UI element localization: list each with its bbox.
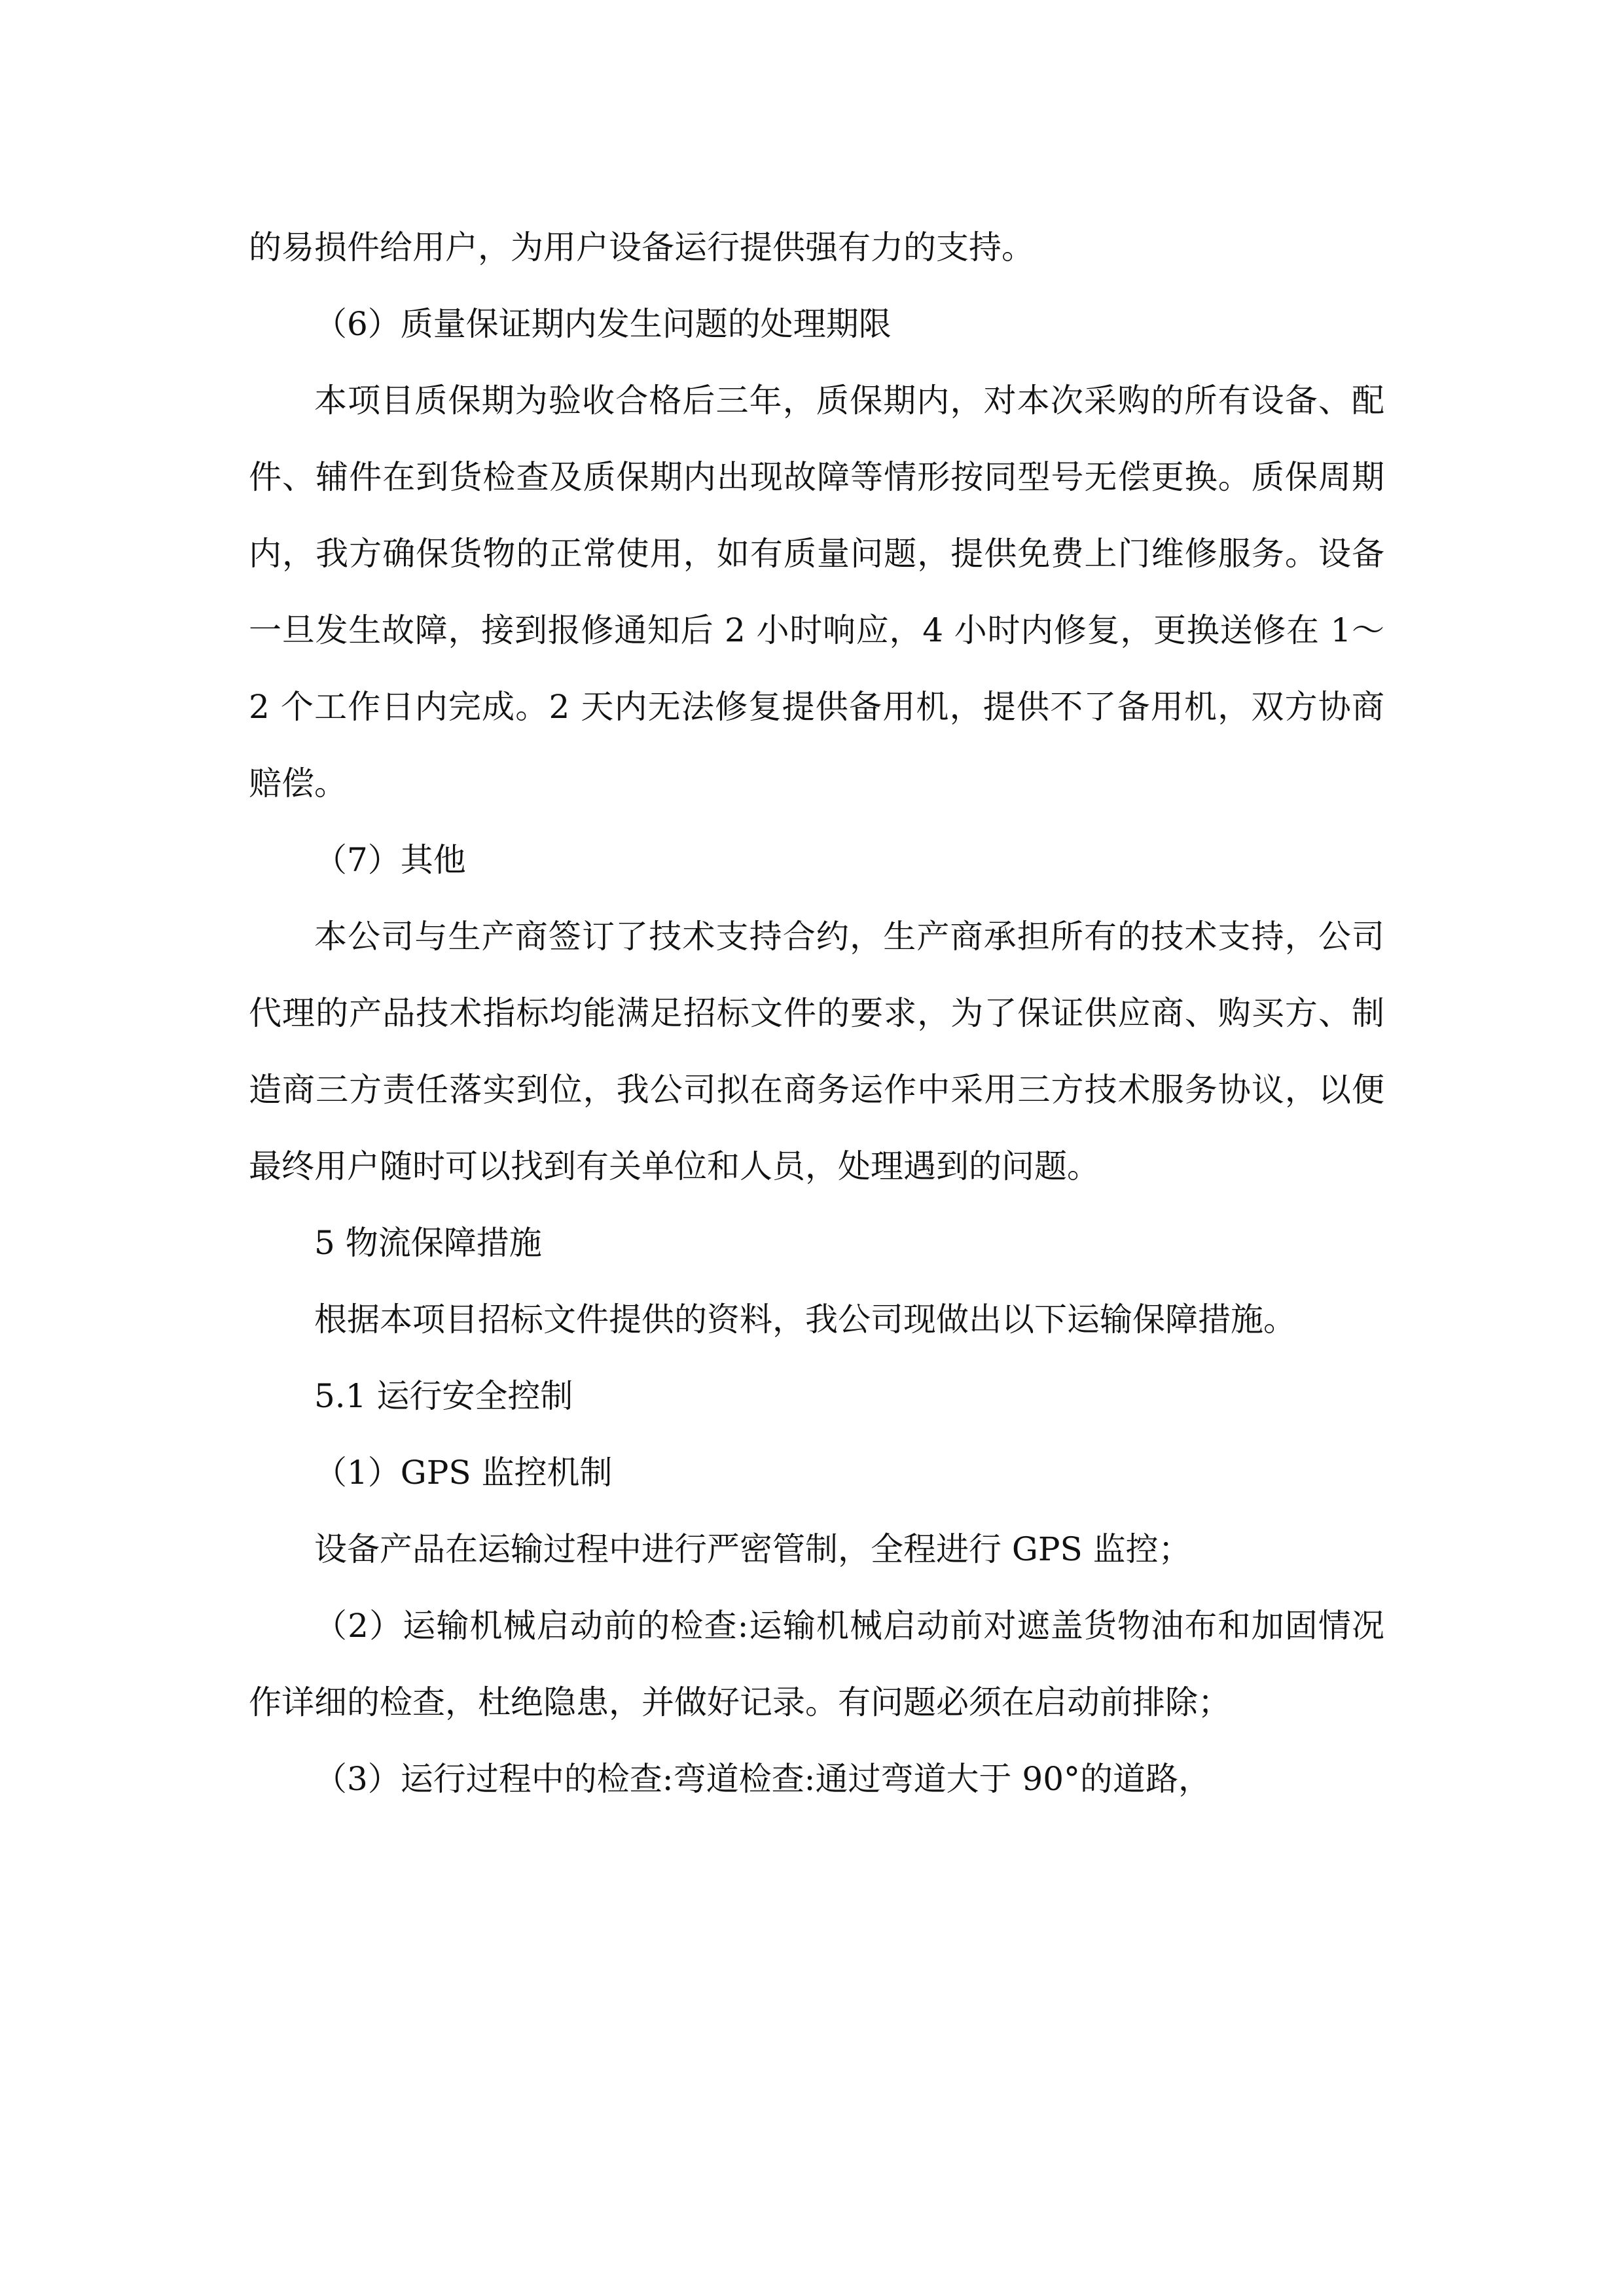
paragraph-pre-start-check: （2）运输机械启动前的检查:运输机械启动前对遮盖货物油布和加固情况作详细的检查，杜绝隐患，并做好记录。有问题必须在启动前排除； — [249, 1607, 1384, 1721]
subsection-safety-control: 5.1 运行安全控制 — [314, 1377, 573, 1415]
paragraph-logistics-intro: 根据本项目招标文件提供的资料，我公司现做出以下运输保障措施。 — [314, 1300, 1296, 1338]
paragraph-running-check: （3）运行过程中的检查:弯道检查:通过弯道大于 90°的道路， — [314, 1760, 1212, 1798]
document-body — [249, 209, 1384, 1818]
paragraph-tech-support: 本公司与生产商签订了技术支持合约，生产商承担所有的技术支持，公司代理的产品技术指标均能满足招标文件的要求，为了保证供应商、购买方、制造商三方责任落实到位，我公司拟在商务运作中采用三方技术服务协议，以便最终用户随时可以找到有关单位和人员，处理遇到的问题。 — [249, 918, 1384, 1185]
paragraph-continuation: 的易损件给用户，为用户设备运行提供强有力的支持。 — [249, 228, 1034, 266]
paragraph-gps: 设备产品在运输过程中进行严密管制，全程进行 GPS 监控； — [314, 1530, 1191, 1568]
heading-quality-period: （6）质量保证期内发生问题的处理期限 — [314, 305, 892, 343]
heading-other: （7）其他 — [314, 841, 466, 879]
section-logistics: 5 物流保障措施 — [314, 1224, 542, 1262]
paragraph-warranty: 本项目质保期为验收合格后三年，质保期内，对本次采购的所有设备、配件、辅件在到货检查及质保期内出现故障等情形按同型号无偿更换。质保周期内，我方确保货物的正常使用，如有质量问题，提供免费上门维修服务。设备一旦发生故障，接到报修通知后 2 小时响应，4 小时内修复，更换送修在 1～2 个工作日内完成。2 天内无法修复提供备用机，提供不了备用机，双方协商赔偿。 — [249, 382, 1384, 802]
item-gps-monitoring: （1）GPS 监控机制 — [314, 1454, 613, 1492]
